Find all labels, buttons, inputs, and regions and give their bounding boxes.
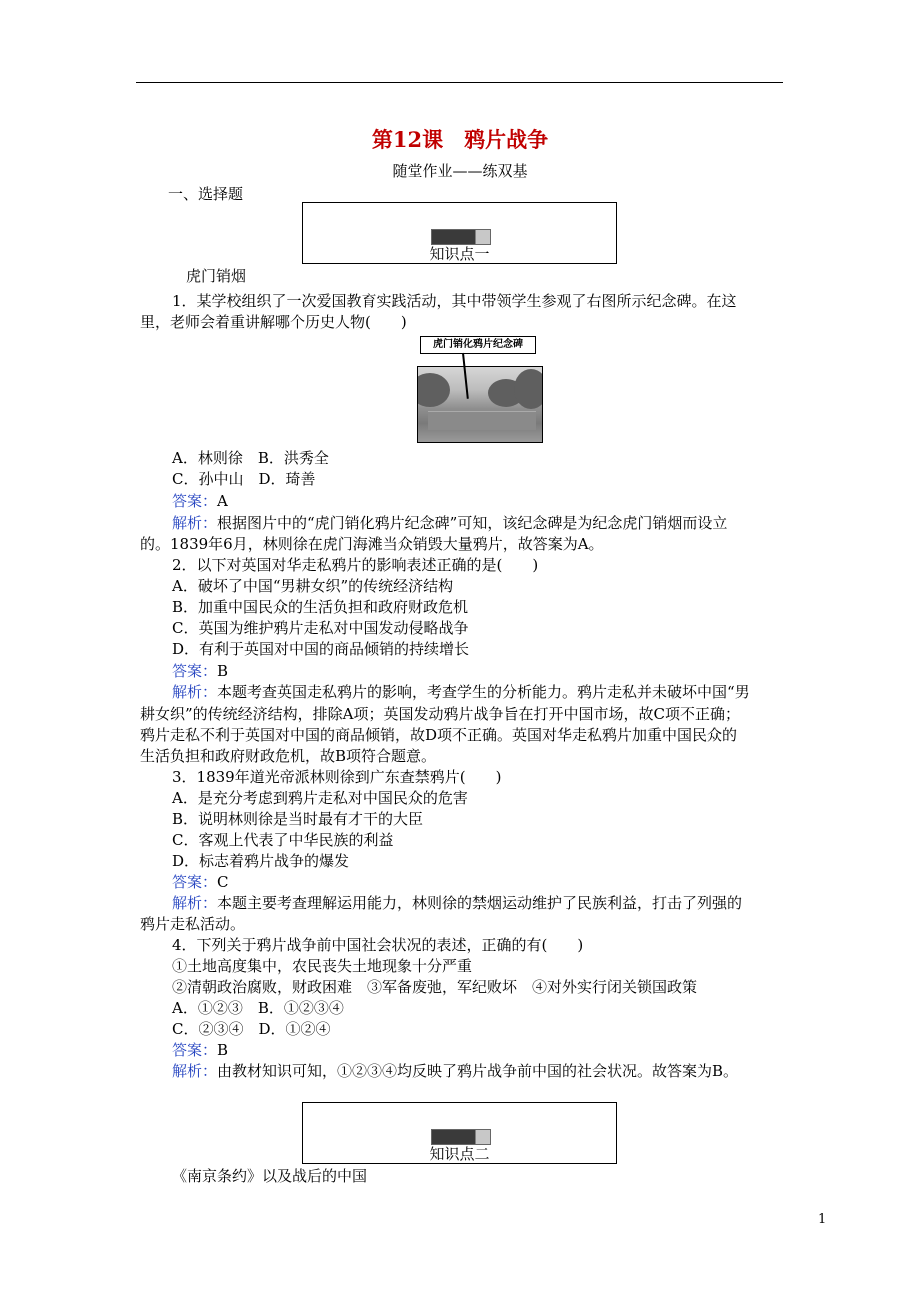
answer-value: A — [217, 492, 228, 510]
answer-label: 答案： — [172, 662, 218, 680]
question-2-option-b: B．加重中国民众的生活负担和政府财政危机 — [172, 598, 469, 616]
question-1-analysis-line-1: 解析：根据图片中的“虎门销化鸦片纪念碑”可知，该纪念碑是为纪念虎门销烟而设立 — [172, 514, 728, 532]
question-3-stem: 3．1839年道光帝派林则徐到广东查禁鸦片( ) — [172, 768, 502, 786]
question-2-analysis-line-2: 耕女织”的传统经济结构，排除A项；英国发动鸦片战争旨在打开中国市场，故C项不正确； — [140, 705, 740, 723]
section-heading: 一、选择题 — [168, 185, 244, 203]
answer-value: B — [217, 1041, 229, 1059]
question-3-option-d: D．标志着鸦片战争的爆发 — [172, 852, 350, 870]
question-2-analysis-line-4: 生活负担和政府财政危机，故B项符合题意。 — [140, 747, 437, 765]
knowledge-point-topic: 《南京条约》以及战后的中国 — [172, 1167, 368, 1185]
question-3-answer — [172, 872, 229, 892]
question-3-option-b: B．说明林则徐是当时最有才干的大臣 — [172, 810, 424, 828]
question-1-options-line-1: A．林则徐 B．洪秀全 — [172, 449, 329, 467]
knowledge-point-box-2 — [302, 1102, 617, 1164]
question-2-analysis-line-1: 解析：本题考查英国走私鸦片的影响，考查学生的分析能力。鸦片走私并未破坏中国“男 — [172, 683, 750, 701]
question-2-answer — [172, 661, 228, 681]
question-1-stem-line-2: 里，老师会着重讲解哪个历史人物( ) — [140, 313, 407, 331]
knowledge-point-label: 知识点二 — [429, 1145, 490, 1163]
question-3-analysis-line-1: 解析：本题主要考查理解运用能力，林则徐的禁烟运动维护了民族利益，打击了列强的 — [172, 894, 743, 912]
question-4-analysis-line-1: 解析：由教材知识可知，①②③④均反映了鸦片战争前中国的社会状况。故答案为B。 — [172, 1062, 739, 1080]
question-1-options-line-2: C．孙中山 D．琦善 — [172, 470, 316, 488]
question-2-stem: 2．以下对英国对华走私鸦片的影响表述正确的是( ) — [172, 556, 539, 574]
question-4-answer — [172, 1040, 228, 1060]
answer-label: 答案： — [172, 873, 218, 891]
page-subtitle: 随堂作业——练双基 — [392, 162, 528, 180]
answer-label: 答案： — [172, 492, 218, 510]
question-2-option-c: C．英国为维护鸦片走私对中国发动侵略战争 — [172, 619, 469, 637]
analysis-label: 解析： — [172, 1062, 218, 1080]
question-4-stem: 4．下列关于鸦片战争前中国社会状况的表述，正确的有( ) — [172, 936, 584, 954]
question-4-options-line-2: C．②③④ D．①②④ — [172, 1020, 331, 1038]
analysis-label: 解析： — [172, 683, 218, 701]
question-3-option-c: C．客观上代表了中华民族的利益 — [172, 831, 394, 849]
knowledge-point-box-1 — [302, 202, 617, 264]
answer-label: 答案： — [172, 1041, 218, 1059]
question-2-analysis-line-3: 鸦片走私不利于英国对中国的商品倾销，故D项不正确。英国对华走私鸦片加重中国民众的 — [140, 726, 738, 744]
page-title: 第12课 鸦片战争 — [371, 127, 549, 152]
question-4-options-line-1: A．①②③ B．①②③④ — [172, 999, 344, 1017]
question-3-analysis-line-2: 鸦片走私活动。 — [140, 915, 246, 933]
answer-value: C — [217, 873, 229, 891]
question-1-analysis-line-2: 的。1839年6月，林则徐在虎门海滩当众销毁大量鸦片，故答案为A。 — [140, 535, 604, 553]
knowledge-point-topic: 虎门销烟 — [186, 267, 247, 285]
question-3-option-a: A．是充分考虑到鸦片走私对中国民众的危害 — [172, 789, 468, 807]
question-4-item-2: ②清朝政治腐败，财政困难 ③军备废弛，军纪败坏 ④对外实行闭关锁国政策 — [172, 978, 698, 996]
analysis-label: 解析： — [172, 894, 218, 912]
monument-photo — [417, 366, 543, 443]
answer-value: B — [217, 662, 229, 680]
analysis-label: 解析： — [172, 514, 218, 532]
page-number: 1 — [818, 1212, 827, 1227]
monument-caption: 虎门销化鸦片纪念碑 — [420, 336, 536, 354]
question-2-option-d: D．有利于英国对中国的商品倾销的持续增长 — [172, 640, 470, 658]
question-1-stem-line-1: 1．某学校组织了一次爱国教育实践活动，其中带领学生参观了右图所示纪念碑。在这 — [172, 292, 737, 310]
question-2-option-a: A．破坏了中国“男耕女织”的传统经济结构 — [172, 577, 454, 595]
question-1-answer — [172, 491, 228, 511]
question-4-item-1: ①土地高度集中，农民丧失土地现象十分严重 — [172, 957, 473, 975]
header-rule — [136, 82, 783, 83]
knowledge-point-label: 知识点一 — [429, 245, 490, 263]
